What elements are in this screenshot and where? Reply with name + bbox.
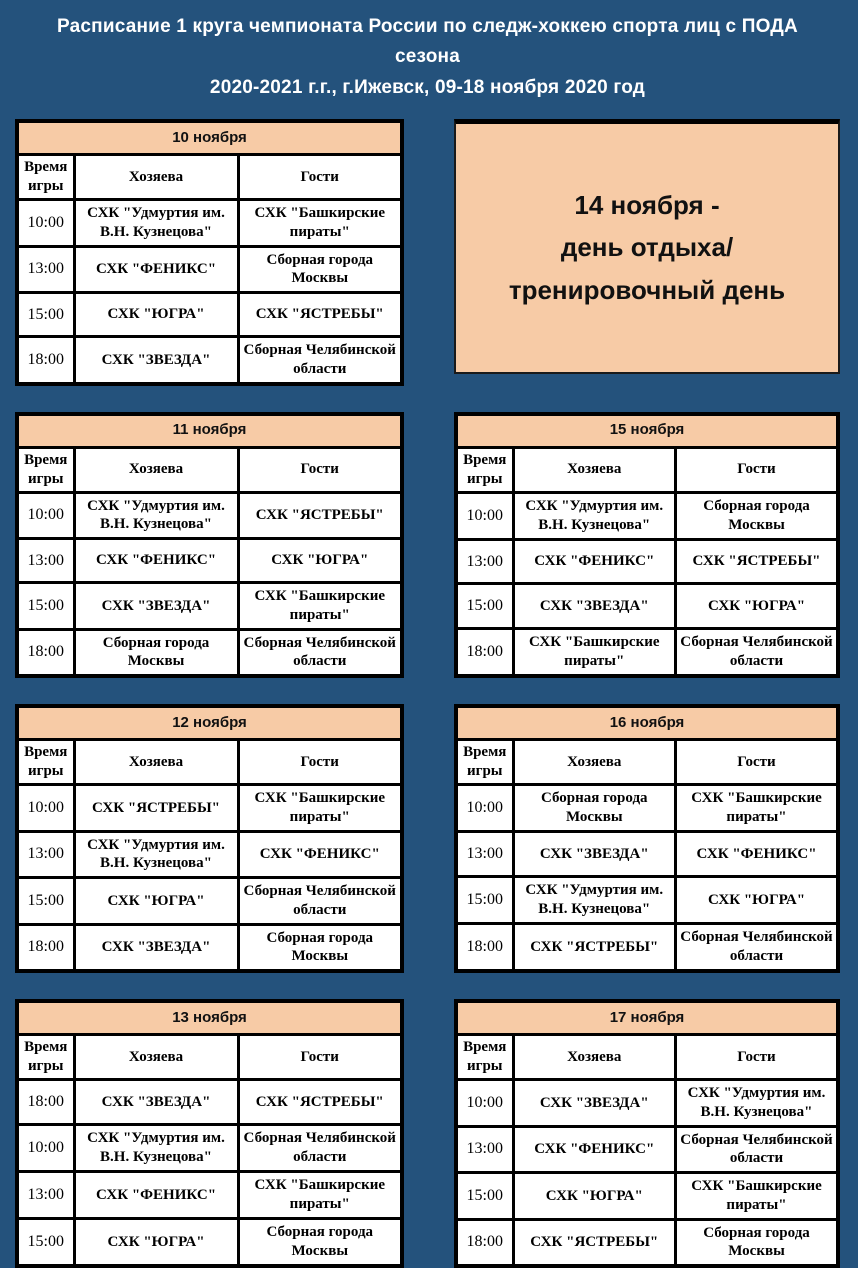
match-row bbox=[17, 1124, 402, 1171]
match-host-team: СХК "ЮГРА" bbox=[74, 1219, 238, 1267]
col-header-time: Время игры bbox=[456, 447, 513, 492]
page-title-line-2: 2020-2021 г.г., г.Ижевск, 09-18 ноября 2020 год bbox=[209, 76, 646, 98]
schedule-table-nov-11 bbox=[15, 412, 404, 679]
col-header-time: Время игры bbox=[17, 740, 74, 785]
match-time: 13:00 bbox=[456, 1126, 513, 1173]
match-guest-team: Сборная города Москвы bbox=[238, 924, 402, 971]
match-row bbox=[456, 1080, 838, 1127]
match-time: 13:00 bbox=[456, 539, 513, 584]
col-header-guests: Гости bbox=[676, 740, 839, 785]
match-guest-team: СХК "ЯСТРЕБЫ" bbox=[676, 539, 839, 584]
match-row bbox=[456, 924, 838, 972]
match-time: 13:00 bbox=[17, 246, 74, 293]
match-host-team: СХК "ЯСТРЕБЫ" bbox=[513, 1219, 676, 1266]
match-row bbox=[456, 785, 838, 832]
match-host-team: СХК "ФЕНИКС" bbox=[74, 246, 238, 293]
match-time: 18:00 bbox=[17, 1080, 74, 1125]
match-row bbox=[17, 539, 402, 583]
rest-day-notice bbox=[454, 119, 840, 374]
match-host-team: СХК "ЗВЕЗДА" bbox=[513, 1080, 676, 1127]
match-guest-team: СХК "ЮГРА" bbox=[676, 584, 839, 629]
match-row bbox=[17, 1171, 402, 1218]
match-guest-team: СХК "Башкирские пираты" bbox=[238, 200, 402, 247]
match-time: 15:00 bbox=[456, 1173, 513, 1220]
table-date-nov-17: 17 ноября bbox=[456, 1001, 838, 1035]
match-guest-team: СХК "ЮГРА" bbox=[676, 876, 839, 923]
match-row bbox=[456, 584, 838, 629]
table-date-nov-10: 10 ноября bbox=[17, 121, 402, 155]
match-time: 13:00 bbox=[17, 831, 74, 878]
match-host-team: СХК "ЮГРА" bbox=[513, 1173, 676, 1220]
col-header-guests: Гости bbox=[676, 447, 839, 492]
match-row bbox=[17, 246, 402, 293]
match-host-team: СХК "ЯСТРЕБЫ" bbox=[513, 924, 676, 972]
match-time: 10:00 bbox=[17, 785, 74, 832]
match-time: 18:00 bbox=[17, 924, 74, 971]
match-row bbox=[456, 1173, 838, 1220]
match-time: 13:00 bbox=[17, 1171, 74, 1218]
match-host-team: СХК "ФЕНИКС" bbox=[513, 539, 676, 584]
match-time: 15:00 bbox=[17, 583, 74, 630]
col-header-hosts: Хозяева bbox=[74, 1035, 238, 1080]
schedule-table-nov-15 bbox=[454, 412, 840, 679]
match-row bbox=[456, 628, 838, 676]
match-time: 15:00 bbox=[456, 876, 513, 923]
match-guest-team: СХК "Башкирские пираты" bbox=[238, 1171, 402, 1218]
match-host-team: СХК "Удмуртия им. В.Н. Кузнецова" bbox=[74, 831, 238, 878]
match-time: 15:00 bbox=[17, 878, 74, 925]
match-host-team: СХК "Удмуртия им. В.Н. Кузнецова" bbox=[74, 1124, 238, 1171]
match-host-team: СХК "ЯСТРЕБЫ" bbox=[74, 785, 238, 832]
rest-day-line-3: тренировочный день bbox=[508, 275, 786, 306]
match-guest-team: Сборная города Москвы bbox=[676, 1219, 839, 1266]
match-time: 15:00 bbox=[456, 584, 513, 629]
match-time: 10:00 bbox=[17, 1124, 74, 1171]
match-guest-team: Сборная Челябинской области bbox=[238, 878, 402, 925]
match-host-team: СХК "ФЕНИКС" bbox=[513, 1126, 676, 1173]
match-host-team: СХК "Удмуртия им. В.Н. Кузнецова" bbox=[74, 200, 238, 247]
match-time: 18:00 bbox=[456, 628, 513, 676]
match-row bbox=[17, 293, 402, 337]
col-header-time: Время игры bbox=[456, 1035, 513, 1080]
match-guest-team: Сборная города Москвы bbox=[238, 246, 402, 293]
match-host-team: СХК "ФЕНИКС" bbox=[74, 539, 238, 583]
match-row bbox=[17, 878, 402, 925]
match-time: 15:00 bbox=[17, 1219, 74, 1267]
match-time: 10:00 bbox=[456, 1080, 513, 1127]
schedule-table-nov-12 bbox=[15, 704, 404, 973]
match-host-team: СХК "Удмуртия им. В.Н. Кузнецова" bbox=[513, 492, 676, 539]
match-guest-team: Сборная Челябинской области bbox=[238, 629, 402, 676]
col-header-guests: Гости bbox=[238, 1035, 402, 1080]
col-header-guests: Гости bbox=[676, 1035, 839, 1080]
match-row bbox=[17, 583, 402, 630]
table-date-nov-12: 12 ноября bbox=[17, 706, 402, 740]
match-row bbox=[456, 832, 838, 877]
match-host-team: СХК "ЗВЕЗДА" bbox=[74, 1080, 238, 1125]
schedule-table-nov-17 bbox=[454, 999, 840, 1268]
match-guest-team: СХК "ЮГРА" bbox=[238, 539, 402, 583]
match-host-team: СХК "ЗВЕЗДА" bbox=[513, 832, 676, 877]
match-host-team: СХК "Башкирские пираты" bbox=[513, 628, 676, 676]
col-header-time: Время игры bbox=[17, 1035, 74, 1080]
match-guest-team: СХК "Удмуртия им. В.Н. Кузнецова" bbox=[676, 1080, 839, 1127]
page-title-line-1: Расписание 1 круга чемпионата России по следж-хоккею спорта лиц с ПОДА сезона bbox=[57, 16, 798, 68]
table-date-nov-11: 11 ноября bbox=[17, 414, 402, 448]
match-time: 18:00 bbox=[456, 924, 513, 972]
match-row bbox=[17, 337, 402, 384]
table-date-nov-15: 15 ноября bbox=[456, 414, 838, 448]
match-guest-team: СХК "ФЕНИКС" bbox=[238, 831, 402, 878]
col-header-guests: Гости bbox=[238, 155, 402, 200]
match-row bbox=[17, 924, 402, 971]
match-row bbox=[17, 831, 402, 878]
col-header-hosts: Хозяева bbox=[74, 740, 238, 785]
match-guest-team: Сборная Челябинской области bbox=[676, 628, 839, 676]
col-header-guests: Гости bbox=[238, 740, 402, 785]
schedule-table-nov-16 bbox=[454, 704, 840, 973]
match-guest-team: Сборная Челябинской области bbox=[238, 1124, 402, 1171]
match-row bbox=[456, 876, 838, 923]
rest-day-line-2: день отдыха/ bbox=[560, 232, 734, 263]
match-time: 15:00 bbox=[17, 293, 74, 337]
match-guest-team: СХК "Башкирские пираты" bbox=[238, 583, 402, 630]
match-time: 10:00 bbox=[456, 785, 513, 832]
col-header-hosts: Хозяева bbox=[513, 740, 676, 785]
match-host-team: СХК "ЗВЕЗДА" bbox=[74, 337, 238, 384]
match-guest-team: СХК "ЯСТРЕБЫ" bbox=[238, 1080, 402, 1125]
match-row bbox=[456, 1126, 838, 1173]
match-row bbox=[17, 492, 402, 539]
match-host-team: СХК "ЗВЕЗДА" bbox=[513, 584, 676, 629]
match-host-team: Сборная города Москвы bbox=[74, 629, 238, 676]
match-guest-team: Сборная города Москвы bbox=[676, 492, 839, 539]
col-header-time: Время игры bbox=[456, 740, 513, 785]
match-host-team: СХК "Удмуртия им. В.Н. Кузнецова" bbox=[74, 492, 238, 539]
col-header-hosts: Хозяева bbox=[513, 1035, 676, 1080]
match-guest-team: Сборная Челябинской области bbox=[676, 924, 839, 972]
match-time: 13:00 bbox=[456, 832, 513, 877]
match-row bbox=[456, 539, 838, 584]
table-date-nov-13: 13 ноября bbox=[17, 1001, 402, 1035]
match-row bbox=[17, 200, 402, 247]
match-row bbox=[17, 1219, 402, 1267]
match-host-team: СХК "ЮГРА" bbox=[74, 293, 238, 337]
rest-day-line-1: 14 ноября - bbox=[574, 189, 720, 220]
match-row bbox=[456, 492, 838, 539]
match-time: 18:00 bbox=[17, 629, 74, 676]
match-guest-team: Сборная города Москвы bbox=[238, 1219, 402, 1267]
match-guest-team: СХК "ФЕНИКС" bbox=[676, 832, 839, 877]
match-guest-team: Сборная Челябинской области bbox=[238, 337, 402, 384]
match-guest-team: Сборная Челябинской области bbox=[676, 1126, 839, 1173]
match-host-team: СХК "ЗВЕЗДА" bbox=[74, 924, 238, 971]
col-header-time: Время игры bbox=[17, 447, 74, 492]
schedule-table-nov-10 bbox=[15, 119, 404, 386]
col-header-hosts: Хозяева bbox=[74, 155, 238, 200]
match-row bbox=[17, 1080, 402, 1125]
match-host-team: Сборная города Москвы bbox=[513, 785, 676, 832]
match-guest-team: СХК "Башкирские пираты" bbox=[676, 1173, 839, 1220]
match-time: 10:00 bbox=[456, 492, 513, 539]
match-time: 18:00 bbox=[456, 1219, 513, 1266]
match-host-team: СХК "Удмуртия им. В.Н. Кузнецова" bbox=[513, 876, 676, 923]
match-time: 13:00 bbox=[17, 539, 74, 583]
match-guest-team: СХК "Башкирские пираты" bbox=[238, 785, 402, 832]
match-row bbox=[17, 785, 402, 832]
match-host-team: СХК "ЮГРА" bbox=[74, 878, 238, 925]
match-time: 10:00 bbox=[17, 492, 74, 539]
col-header-time: Время игры bbox=[17, 155, 74, 200]
match-guest-team: СХК "ЯСТРЕБЫ" bbox=[238, 492, 402, 539]
match-guest-team: СХК "ЯСТРЕБЫ" bbox=[238, 293, 402, 337]
col-header-guests: Гости bbox=[238, 447, 402, 492]
match-time: 10:00 bbox=[17, 200, 74, 247]
col-header-hosts: Хозяева bbox=[513, 447, 676, 492]
match-row bbox=[456, 1219, 838, 1266]
match-host-team: СХК "ЗВЕЗДА" bbox=[74, 583, 238, 630]
schedule-table-nov-13 bbox=[15, 999, 404, 1268]
match-time: 18:00 bbox=[17, 337, 74, 384]
match-host-team: СХК "ФЕНИКС" bbox=[74, 1171, 238, 1218]
table-date-nov-16: 16 ноября bbox=[456, 706, 838, 740]
schedule-grid bbox=[15, 119, 840, 1268]
match-guest-team: СХК "Башкирские пираты" bbox=[676, 785, 839, 832]
page-title bbox=[35, 12, 820, 103]
col-header-hosts: Хозяева bbox=[74, 447, 238, 492]
match-row bbox=[17, 629, 402, 676]
